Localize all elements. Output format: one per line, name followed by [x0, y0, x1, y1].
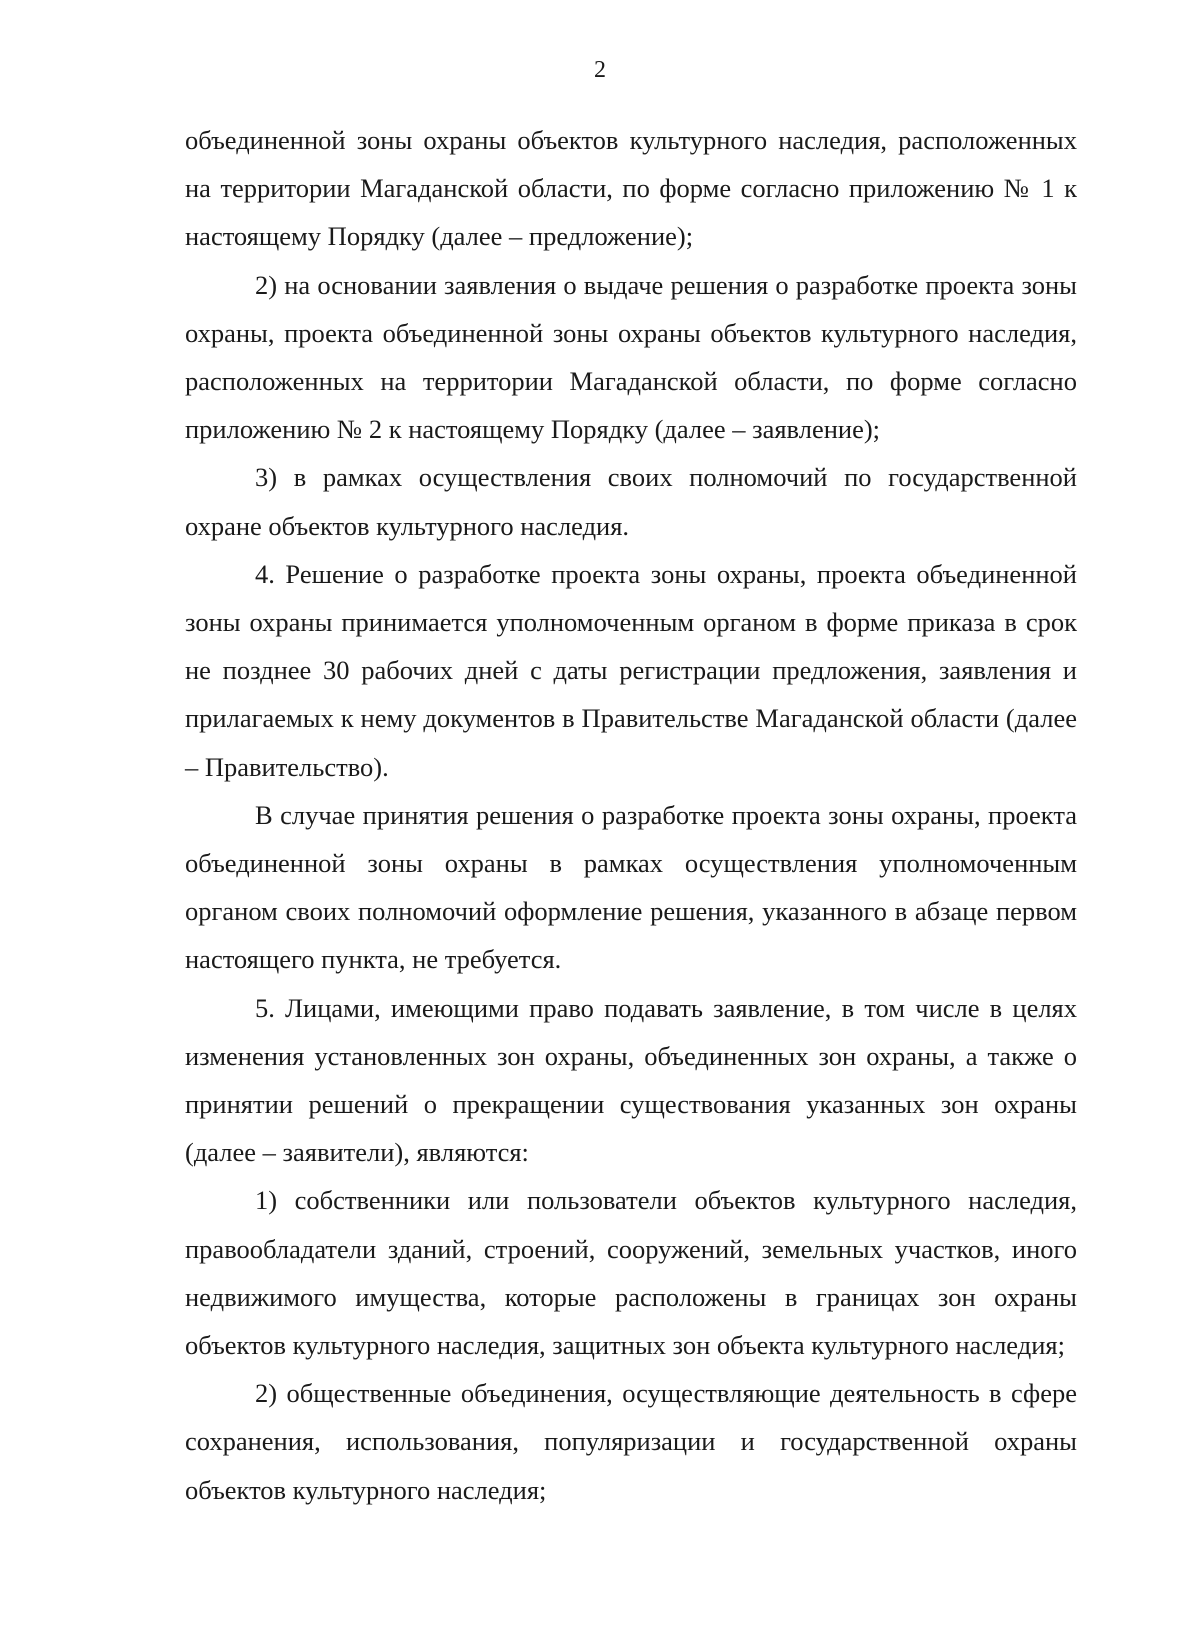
- paragraph-item-3: 3) в рамках осуществления своих полномочий по государственной охране объектов культурного наследия.: [185, 462, 1077, 541]
- paragraph-clause-5-item-2: 2) общественные объединения, осуществляющие деятельность в сфере сохранения, использования, популяризации и государственной охраны объектов культурного наследия;: [185, 1378, 1077, 1505]
- paragraph-item-2: 2) на основании заявления о выдаче решения о разработке проекта зоны охраны, проекта объединенной зоны охраны объектов культурного наследия, расположенных на территории Магаданской области, по форме согласно приложению № 2 к настоящему Порядку (далее – заявление);: [185, 269, 1077, 445]
- paragraph-clause-5: 5. Лицами, имеющими право подавать заявление, в том числе в целях изменения установленных зон охраны, объединенных зон охраны, а также о принятии решений о прекращении существования указанных зон охраны (далее – заявители), являются:: [185, 992, 1077, 1168]
- paragraph-continuation: объединенной зоны охраны объектов культурного наследия, расположенных на территории Магаданской области, по форме согласно приложению № 1 к настоящему Порядку (далее – предложение);: [185, 125, 1077, 252]
- page-number: 2: [594, 57, 606, 83]
- paragraph-clause-4: 4. Решение о разработке проекта зоны охраны, проекта объединенной зоны охраны принимается уполномоченным органом в форме приказа в срок не позднее 30 рабочих дней с даты регистрации предложения, заявления и прилагаемых к нему документов в Правительстве Магаданской области (далее – Правительство).: [185, 558, 1077, 782]
- document-body: [185, 116, 1077, 1514]
- paragraph-clause-5-item-1: 1) собственники или пользователи объектов культурного наследия, правообладатели зданий, строений, сооружений, земельных участков, иного недвижимого имущества, которые расположены в границах зон охраны объектов культурного наследия, защитных зон объекта культурного наследия;: [185, 1185, 1077, 1361]
- paragraph-clause-4-note: В случае принятия решения о разработке проекта зоны охраны, проекта объединенной зоны охраны в рамках осуществления уполномоченным органом своих полномочий оформление решения, указанного в абзаце первом настоящего пункта, не требуется.: [185, 799, 1077, 975]
